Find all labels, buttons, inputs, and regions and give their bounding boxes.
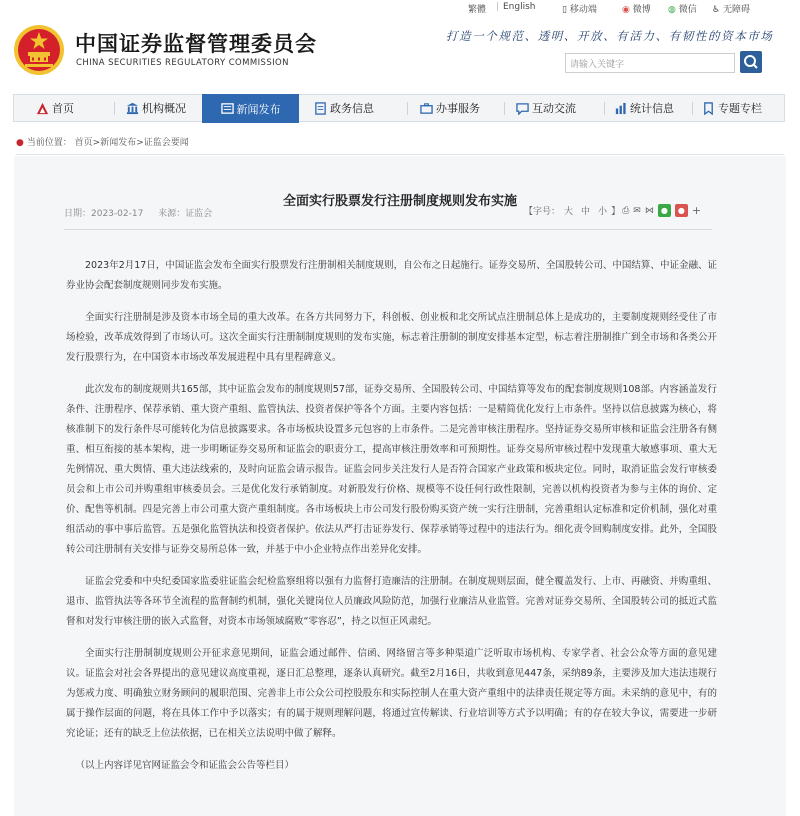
nav-service[interactable]: 办事服务 xyxy=(420,95,500,121)
home-icon xyxy=(36,102,49,115)
accessibility-link[interactable]: ♿ 无障碍 xyxy=(712,5,750,15)
more-share-icon[interactable]: + xyxy=(691,204,702,217)
interaction-icon xyxy=(516,102,529,115)
nav-institution[interactable]: 机构概况 xyxy=(126,95,206,121)
site-name-en: CHINA SECURITIES REGULATORY COMMISSION xyxy=(76,58,289,68)
weibo-icon: ◉ xyxy=(622,5,630,15)
search-input[interactable]: 请输入关键字 xyxy=(565,53,735,73)
gov-info-icon xyxy=(314,102,327,115)
english-link[interactable]: English xyxy=(503,2,536,12)
institution-icon xyxy=(126,102,139,115)
mobile-link[interactable]: ▯ 移动端 xyxy=(562,5,597,15)
wechat-icon: ◍ xyxy=(668,5,676,15)
paragraph: 全面实行注册制是涉及资本市场全局的重大改革。在各方共同努力下，科创板、创业板和北交所试点注册制总体上是成功的，主要制度规则经受住了市场检验，改革成效得到了市场认可。这次全面实行注册制制度规则的发布实施，标志着注册制的制度安排基本定型，标志着注册制推广到全市场和各类公开发行股票行为，在中国资本市场改革发展进程中具有里程碑意义。 xyxy=(66,312,717,363)
paragraph: 全面实行注册制制度规则公开征求意见期间，证监会通过邮件、信函、网络留言等多种渠道广泛听取市场机构、专家学者、社会公众等方面的意见建议。证监会对社会各界提出的意见建议高度重视，逐日汇总整理，逐条认真研究。截至2月16日，共收到意见447条，采纳89条，主要涉及加大违法违规行为惩戒力度、明确独立财务顾问的履职范围、完善非上市公众公司控股股东和实际控制人在重大资产重组中的法律责任规定等方面。未采纳的意见中，有的属于操作层面的问题，将在具体工作中予以落实；有的属于规则理解问题，将通过宣传解读、行业培训等方式予以明确；有的存在较大争议，需要进一步研究论证；还有的缺乏上位法依据，已在相关立法说明中做了解释。 xyxy=(66,648,717,739)
article-title: 全面实行股票发行注册制度规则发布实施 xyxy=(282,194,517,209)
print-icon[interactable]: ⎙ xyxy=(622,205,630,216)
source-note: （以上内容详见官网证监会令和证监会公告等栏目） xyxy=(75,760,295,771)
topic-icon xyxy=(702,102,715,115)
article-panel xyxy=(14,156,786,816)
breadcrumb: ● 当前位置： 首页>新闻发布>证监会要闻 xyxy=(16,138,189,148)
nav-interaction[interactable]: 互动交流 xyxy=(516,95,598,121)
statistics-icon xyxy=(614,102,627,115)
article-meta xyxy=(64,206,224,219)
location-icon: ● xyxy=(16,138,24,148)
font-size-medium[interactable]: 中 xyxy=(581,207,591,217)
article-source: 来源：证监会 xyxy=(158,209,213,219)
wechat-share-icon[interactable]: ● xyxy=(658,204,671,217)
article-body xyxy=(66,256,717,788)
nav-topic[interactable]: 专题专栏 xyxy=(702,95,782,121)
nav-gov-info[interactable]: 政务信息 xyxy=(314,95,394,121)
national-emblem-icon[interactable] xyxy=(13,24,65,76)
traditional-chinese-link[interactable]: 繁體 xyxy=(468,5,487,15)
accessibility-icon: ♿ xyxy=(712,5,721,15)
weibo-share-icon[interactable]: ● xyxy=(675,204,688,217)
paragraph: 证监会党委和中央纪委国家监委驻证监会纪检监察组将以强有力监督打造廉洁的注册制。在制度规则层面，健全覆盖发行、上市、再融资、并购重组、退市、监管执法等各环节全流程的监督制约机制，强化关键岗位人员廉政风险防范，加强行业廉洁从业监管。完善对证券交易所、全国股转公司的抵近式监督和对发行审核注册的嵌入式监督，对资本市场领域腐败“零容忍”，持之以恒正风肃纪。 xyxy=(66,576,717,627)
title-divider xyxy=(64,229,712,230)
article-tools: 【字号： 大 中 小 】 ⎙ ✉ ⋈ ● ● + xyxy=(524,204,702,217)
search-button[interactable] xyxy=(740,51,762,73)
breadcrumb-divider xyxy=(16,154,784,155)
search-icon xyxy=(740,51,762,73)
site-name-cn[interactable]: 中国证券监督管理委员会 xyxy=(75,32,317,56)
email-icon[interactable]: ✉ xyxy=(633,205,641,216)
weibo-link[interactable]: ◉ 微博 xyxy=(622,5,651,15)
paragraph: 2023年2月17日，中国证监会发布全面实行股票发行注册制相关制度规则，自公布之日起施行。证券交易所、全国股转公司、中国结算、中证金融、证券业协会配套制度规则同步发布实施。 xyxy=(66,260,717,291)
nav-home[interactable]: 首页 xyxy=(36,95,106,121)
service-icon xyxy=(420,102,433,115)
wechat-link[interactable]: ◍ 微信 xyxy=(668,5,697,15)
font-size-large[interactable]: 大 xyxy=(564,207,574,217)
topbar-divider: | xyxy=(496,2,500,12)
main-nav xyxy=(13,94,785,122)
top-utility-bar xyxy=(0,0,800,16)
breadcrumb-current[interactable]: 证监会要闻 xyxy=(143,138,189,148)
nav-news[interactable]: 新闻发布 xyxy=(202,94,299,123)
breadcrumb-news[interactable]: 新闻发布 xyxy=(100,138,137,148)
font-size-small[interactable]: 小 xyxy=(598,207,608,217)
share-icon[interactable]: ⋈ xyxy=(644,205,654,216)
breadcrumb-home[interactable]: 首页 xyxy=(74,138,93,148)
mobile-icon: ▯ xyxy=(562,5,567,15)
news-icon xyxy=(221,102,234,115)
article-date: 日期：2023-02-17 xyxy=(64,209,144,219)
paragraph: 此次发布的制度规则共165部，其中证监会发布的制度规则57部，证券交易所、全国股转公司、中国结算等发布的配套制度规则108部。内容涵盖发行条件、注册程序、保荐承销、重大资产重组、监管执法、投资者保护等各个方面。主要内容包括：一是精简优化发行上市条件。坚持以信息披露为核心，将核准制下的发行条件尽可能转化为信息披露要求。各市场板块设置多元包容的上市条件。二是完善审核注册程序。坚持证券交易所审核和证监会注册各有侧重、相互衔接的基本架构，进一步明晰证券交易所和证监会的职责分工，提高审核注册效率和可预期性。证券交易所审核过程中发现重大敏感事项、重大无先例情况、重大舆情、重大违法线索的，及时向证监会请示报告。证监会同步关注发行人是否符合国家产业政策和板块定位。同时，取消证监会发行审核委员会和上市公司并购重组审核委员会。三是优化发行承销制度。对新股发行价格、规模等不设任何行政性限制，完善以机构投资者为参与主体的询价、定价、配售等机制。四是完善上市公司重大资产重组制度。各市场板块上市公司发行股份购买资产统一实行注册制，完善重组认定标准和定价机制，强化对重组活动的事中事后监管。五是强化监管执法和投资者保护。依法从严打击证券发行、保荐承销等过程中的违法行为。细化责令回购制度安排。此外，全国股转公司注册制有关安排与证券交易所总体一致，并基于中小企业特点作出差异化安排。 xyxy=(66,384,717,555)
slogan: 打造一个规范、透明、开放、有活力、有韧性的资本市场 xyxy=(446,29,774,43)
nav-statistics[interactable]: 统计信息 xyxy=(614,95,694,121)
site-header xyxy=(0,16,800,92)
